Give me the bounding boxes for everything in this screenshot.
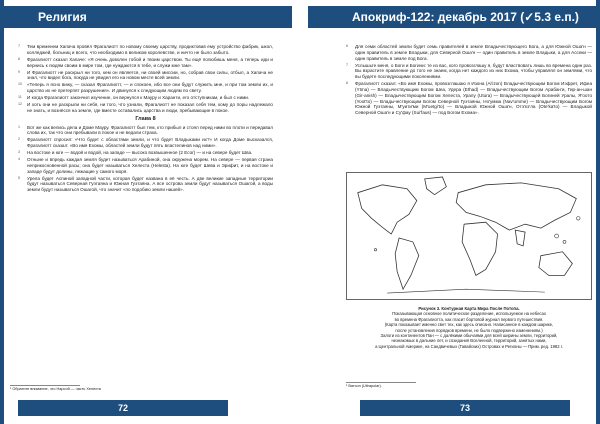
footnote: ¹ Ватсон (Ultrapolar). xyxy=(346,384,382,388)
caption-line: а Центральной Америке, на Сандвичевых (Гавайских) Островах и Регионы — Прим. ред. 1982 г. xyxy=(375,343,563,349)
figure-caption xyxy=(346,306,592,349)
main-column xyxy=(346,44,592,117)
verse-text: Отныне и впредь каждая земля будет называться Арабиной, она окружена морем. На севере — первая страна неприкосновенной расы; она будет называться Хелеста (Helesta). На юге будет Шева и Эрифит, и на востоке и западе будут долины, лежащие у самого моря. xyxy=(27,157,273,174)
paragraph xyxy=(18,82,273,94)
footnote-divider xyxy=(346,382,416,383)
main-column xyxy=(18,44,273,194)
paragraph xyxy=(18,137,273,149)
chapter-heading: Глава 8 xyxy=(135,115,156,122)
footnote-divider xyxy=(10,385,80,386)
paragraph xyxy=(18,57,273,69)
verse-number: 3 xyxy=(18,150,20,155)
verse-text: На востоке и юге — водой и водой, на западе — высоко возвышенное (2 Ecor) — и на севере будет Шва. xyxy=(27,150,253,156)
page-number: 72 xyxy=(117,403,128,413)
world-map-outline xyxy=(347,173,591,299)
paragraph xyxy=(18,95,273,101)
verse-number: 6 xyxy=(346,44,348,48)
caption-line: Залоги из континентов Пан — с далёкими обычаями для всей ширины земли, территорий, xyxy=(380,333,558,339)
continent-africa xyxy=(462,222,497,275)
verse-text: Тем временем Хапача провёл Фрагалиотт по новому своему царству, продиктовав ему устройство фабрик, школ, колледжей, больниц и всего, что необходимо в великом королевстве, и ничто не было забыто. xyxy=(27,44,273,55)
caption-line: после установления порядков времени, не было подвержено изменениям.) xyxy=(395,327,543,333)
paragraph xyxy=(346,81,592,116)
verse-number: 8 xyxy=(18,56,20,61)
page-header xyxy=(0,6,292,28)
verse-text: Фрагалиотт сказал: «Во имя Ехомы, провозглашаю я Изона (Ai'izon) Владычествующим Богом Иэфрет, Ифеа (Ytma) — Владычествующим Богом Шеа, Удера (Ethad) — Владычествующим Богом Арабан'и, Гир-ан-шан (Gir-anish) — Владычествующим Богом Хелеста, Уралу (Utura) — Владычествующей Богиней Уралы, Я'оото (Yoot'to) — Владычествующим Богом Северной Гуэтаяны, Но'умма (Nav'umme) — Владычествующим Богом Южной Гуэтаяны, М'уити'ми (M'uetgi'to) — Владыкой Южной Оша'н, Отэ'кэ'ла (Ote'ka'to) — Владыкой Северной Оша'н и Су'фау (Sui'faus) — под Богом Ехома». xyxy=(355,81,592,116)
paragraph xyxy=(18,150,273,156)
paragraph xyxy=(346,63,592,80)
page-number: 73 xyxy=(459,403,470,413)
verse-number: 7 xyxy=(18,44,20,48)
caption-line: (Карта показывает именно свет тех, как здесь описано. Написанное в каждом шарике, xyxy=(384,322,554,328)
continent-australia xyxy=(539,252,572,276)
verse-text: Урела будет Аспиной западной части, которая будет названа в её честь. А две великие западные территории будут называться Северная Гуэтаяна и Южная Гуэтаяна. А все острова земли будут называться Ошагой, а воды земли будут называться Ошагой, что значит «по подобию земли нашей». xyxy=(27,175,273,193)
verse-text: Фрагалиотт сказал Хапаче: «Я очень доволен тобой и твоим царством. Ты ещё полюбишь меня, а теперь иди и вернись к людям своим в мире том, где нуждаются в тебе, и служи мне там». xyxy=(27,56,273,68)
section-title: Религия xyxy=(38,10,87,24)
verse-number: 7 xyxy=(346,62,348,67)
right-page xyxy=(300,0,600,424)
verse-number: 2 xyxy=(18,137,20,142)
continent-south-america xyxy=(395,238,419,289)
verse-number: 8 xyxy=(346,81,348,86)
continent-greenland xyxy=(425,177,447,195)
island xyxy=(563,240,566,243)
verse-number: 11 xyxy=(18,95,22,100)
verse-number: 5 xyxy=(18,175,20,180)
footnote: ¹ Обратите внимание, что Нарсой — часть Хелеста xyxy=(10,387,101,391)
verse-number: 12 xyxy=(18,102,22,107)
verse-text: И хоть они не раскрыли ни себя, ни того, что узнали, Фрагалиотт не показал себя тем, кому до поры надлежало не знать, и вознёсся на земле, где вместе оставались царства и люди, пребывающие в покое. xyxy=(27,102,273,113)
paragraph xyxy=(18,176,273,193)
caption-title: Рисунок 3. Контурная Карта Мира После Потопа. xyxy=(418,306,520,311)
page-header xyxy=(308,6,600,28)
caption-line: во времена Фрагалиотта, как гласит бортовой журнал первого путешествия. xyxy=(394,316,544,322)
paragraph xyxy=(18,125,273,137)
paragraph xyxy=(18,70,273,82)
verse-number: 9 xyxy=(18,69,20,74)
world-map-figure xyxy=(346,172,592,300)
verse-number: 10 xyxy=(18,82,22,87)
caption-line: Показывающая основное политическое разделение, используемое на небесах xyxy=(392,311,546,317)
verse-text: Фрагалиотт спросил: «Что будет с областями земли, и что будет Владыками их?» И когда Доме высказался, Фрагалиотт сказал: «Во имя Ехомы, областей земли будут пять властелинов над ними». xyxy=(27,137,273,149)
page-number-bar xyxy=(360,400,570,416)
verse-number: 4 xyxy=(18,157,20,162)
paragraph xyxy=(18,157,273,174)
continent-north-america xyxy=(358,185,417,234)
caption-line: незнакомых в дальние лет, и созидания Вселенной, территорий, занятых нами, xyxy=(391,338,547,344)
verse-number: 1 xyxy=(18,124,20,129)
island xyxy=(555,234,559,238)
paragraph xyxy=(18,102,273,114)
verse-text: «Теперь я ясно вижу, — сказал Фрагалиотт, — и спокоен, ибо все они будут служить мне, и при том земли их, и царство их не претерпят разрушения». И двинулся к следующим людям по свету. xyxy=(27,82,273,94)
continent-antarctica xyxy=(387,289,545,293)
island xyxy=(576,217,580,221)
verse-text: И Фрагалиотт не раскрыл ни того, кем он является, ни своей миссии, но, собрав свои силы, отбыл, а Хапача не знал, что видел бога, покуда не увидел его на новом месте всей земли. xyxy=(27,69,273,81)
page-number-bar xyxy=(18,400,228,416)
continent-india xyxy=(515,230,525,246)
verse-text: Вот же как велись дела и Доме Мауру. Фрагалиотт был тем, кто прибыл и стоял перед ними во плоти и передавал слова их, так что они пребывали в покое и не ведали страха. xyxy=(27,124,273,136)
verse-text: И когда Фрагалиотт закончил изучение, он вернулся к Мауру и Харанти, его отступникам, и был с ними. xyxy=(27,95,250,101)
paragraph xyxy=(18,44,273,56)
island xyxy=(374,249,376,251)
document-title: Апокриф-122: декабрь 2017 (✓5.3 е.п.) xyxy=(352,10,579,24)
verse-text: Для семи областей земли будет семь правителей в земле Владычествующего Бога, а для Южной Оша'н — один правитель в земле Владыки, для Северной Оша'н — один правитель в земле Владыки, а для Ассеки — один правитель в земле под Бога. xyxy=(355,44,592,61)
verse-text: Услышьте меня, о Боги и Богини: те из вас, кого провозглашу я, будут властвовать лишь во времена один раз. Вы взрастите правление до того не знаем, когда нет каждого из них Ехома, чтобы управлял он землями, что вы будете последующими поколениями. xyxy=(355,62,592,80)
right-page-edge xyxy=(596,0,600,424)
paragraph xyxy=(346,44,592,61)
